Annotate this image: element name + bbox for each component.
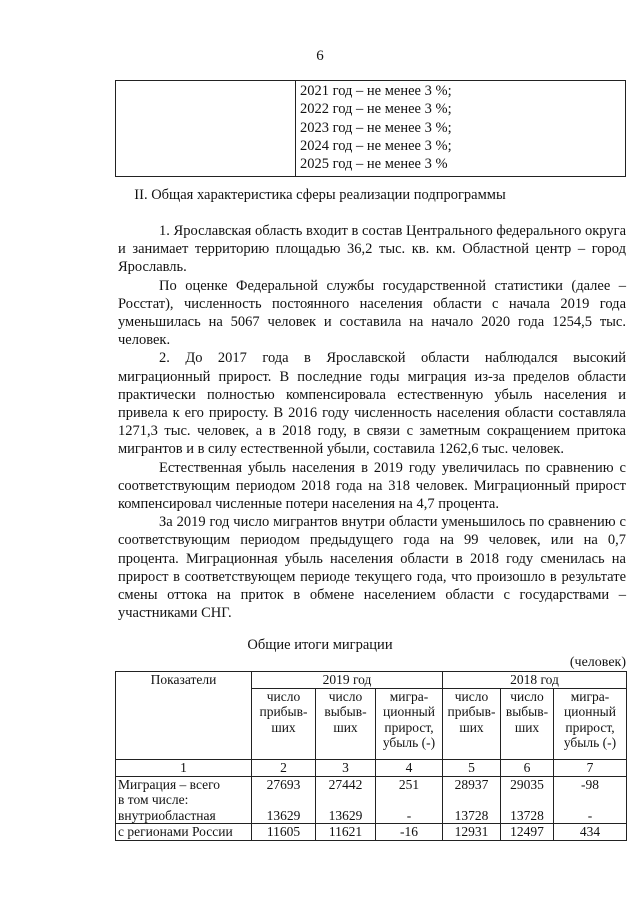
header-growth-2018: мигра- ционный прирост, убыль (-) — [554, 688, 627, 759]
header-arrived-2019: число прибыв- ших — [252, 688, 316, 759]
target-line: 2023 год – не менее 3 %; — [300, 119, 452, 136]
paragraph: За 2019 год число мигрантов внутри области уменьшилось по сравнению с соответствующим периодом предыдущего года на 99 человек, или на 0,7 процента. Миграционная убыль населения области в 2018 году сменилась на прирост в соответствующем периоде текущего года, что произошло в результате смены оттока на приток в обмене населением области с государствами – участниками СНГ. — [118, 514, 626, 622]
cell-departed-2018: 12497 — [501, 824, 554, 841]
row-label: Миграция – всего в том числе: внутриобластная — [116, 776, 252, 824]
cell-departed-2019: 27442 13629 — [316, 776, 376, 824]
column-number: 4 — [376, 759, 443, 776]
column-number: 7 — [554, 759, 627, 776]
cell-departed-2019: 11621 — [316, 824, 376, 841]
target-line: 2024 год – не менее 3 %; — [300, 137, 452, 154]
header-departed-2018: число выбыв- ших — [501, 688, 554, 759]
paragraph: 1. Ярославская область входит в состав Центрального федерального округа и занимает территорию площадью 36,2 тыс. кв. км. Областной центр – город Ярославль. — [118, 223, 626, 276]
section-title: II. Общая характеристика сферы реализации подпрограммы — [134, 187, 506, 203]
cell-growth-2019: 251 - — [376, 776, 443, 824]
column-number-row — [116, 759, 627, 776]
cell-arrived-2019: 27693 13629 — [252, 776, 316, 824]
header-year-2019: 2019 год — [252, 672, 443, 689]
column-number: 3 — [316, 759, 376, 776]
target-line: 2022 год – не менее 3 %; — [300, 101, 452, 118]
column-number: 6 — [501, 759, 554, 776]
targets-table — [115, 80, 626, 177]
targets-table-left-cell — [116, 81, 296, 177]
targets-table-values-cell — [296, 81, 626, 177]
column-number: 2 — [252, 759, 316, 776]
cell-growth-2018: 434 — [554, 824, 627, 841]
table-row — [116, 824, 627, 841]
header-departed-2019: число выбыв- ших — [316, 688, 376, 759]
paragraph: По оценке Федеральной службы государственной статистики (далее – Росстат), численность постоянного населения области с начала 2019 года уменьшилась на 5067 человек и составила на начало 2020 года 1254,5 тыс. человек. — [118, 277, 626, 349]
page-number: 6 — [316, 48, 324, 64]
migration-table — [115, 671, 627, 841]
cell-growth-2018: -98 - — [554, 776, 627, 824]
target-line: 2021 год – не менее 3 %; — [300, 83, 452, 99]
header-year-2018: 2018 год — [443, 672, 627, 689]
paragraph: 2. До 2017 года в Ярославской области наблюдался высокий миграционный прирост. В последние годы миграция из-за пределов области практически полностью компенсировала естественную убыль населения и привела к его приросту. В 2016 году численность населения области составляла 1271,3 тыс. человек, а в 2018 году, в связи с заметным сокращением притока мигрантов и в силу естественной убыли, составила 1262,6 тыс. человек. — [118, 350, 626, 458]
body-text — [118, 208, 626, 622]
cell-arrived-2019: 11605 — [252, 824, 316, 841]
row-label: с регионами России — [116, 824, 252, 841]
cell-departed-2018: 29035 13728 — [501, 776, 554, 824]
paragraph: Естественная убыль населения в 2019 году увеличилась по сравнению с соответствующим периодом 2018 года на 318 человек. Миграционный прирост компенсировал численные потери населения на 4,7 процента. — [118, 459, 626, 513]
column-number: 1 — [116, 759, 252, 776]
migration-table-title: Общие итоги миграции — [247, 637, 393, 653]
migration-table-units: (человек) — [569, 655, 626, 670]
cell-arrived-2018: 28937 13728 — [443, 776, 501, 824]
column-number: 5 — [443, 759, 501, 776]
table-row — [116, 776, 627, 824]
target-line: 2025 год – не менее 3 % — [300, 156, 448, 173]
header-growth-2019: мигра- ционный прирост, убыль (-) — [376, 688, 443, 759]
cell-growth-2019: -16 — [376, 824, 443, 841]
header-indicator: Показатели — [116, 672, 252, 760]
cell-arrived-2018: 12931 — [443, 824, 501, 841]
header-arrived-2018: число прибыв- ших — [443, 688, 501, 759]
